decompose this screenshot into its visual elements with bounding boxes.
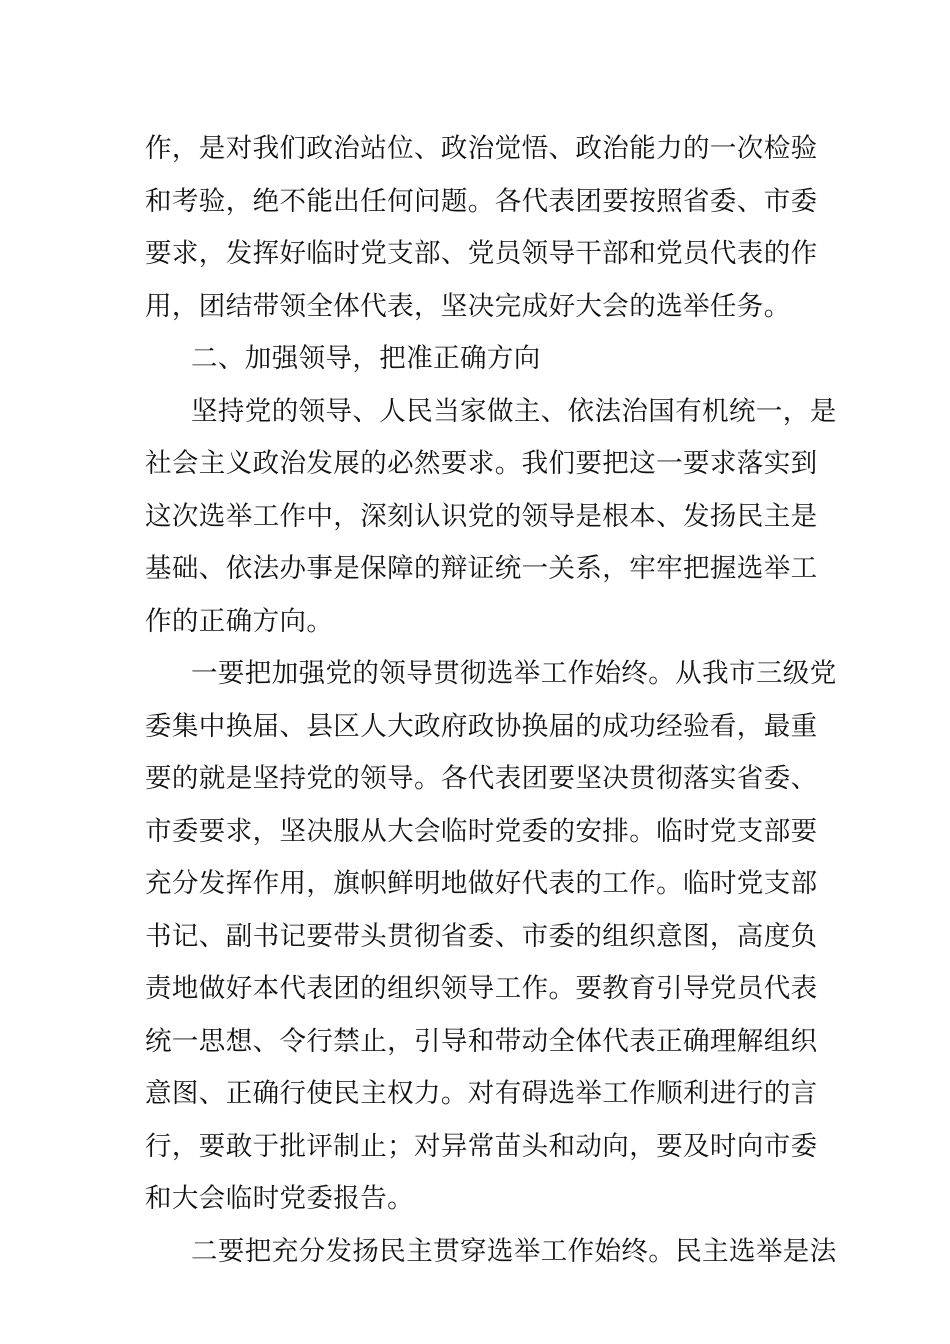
text-line: 基础、依法办事是保障的辩证统一关系，牢牢把握选举工 bbox=[145, 553, 818, 584]
text-line: 书记、副书记要带头贯彻省委、市委的组织意图，高度负 bbox=[145, 920, 818, 952]
text-line: 二要把充分发扬民主贯穿选举工作始终。民主选举是法 bbox=[191, 1235, 837, 1267]
document-body bbox=[145, 123, 837, 1278]
text-line: 责地做好本代表团的组织领导工作。要教育引导党员代表 bbox=[145, 973, 818, 1004]
text-line: 行，要敢于批评制止；对异常苗头和动向，要及时向市委 bbox=[145, 1130, 818, 1162]
text-line: 和考验，绝不能出任何问题。各代表团要按照省委、市委 bbox=[145, 185, 818, 217]
text-line: 这次选举工作中，深刻认识党的领导是根本、发扬民主是 bbox=[145, 500, 818, 532]
text-line: 作的正确方向。 bbox=[145, 605, 334, 637]
text-line: 意图、正确行使民主权力。对有碍选举工作顺利进行的言 bbox=[145, 1078, 818, 1109]
text-line: 充分发挥作用，旗帜鲜明地做好代表的工作。临时党支部 bbox=[145, 868, 818, 899]
text-line: 要求，发挥好临时党支部、党员领导干部和党员代表的作 bbox=[145, 238, 818, 269]
text-line: 社会主义政治发展的必然要求。我们要把这一要求落实到 bbox=[145, 448, 818, 479]
text-line: 一要把加强党的领导贯彻选举工作始终。从我市三级党 bbox=[191, 658, 837, 689]
text-line: 坚持党的领导、人民当家做主、依法治国有机统一，是 bbox=[191, 395, 837, 427]
text-line: 作，是对我们政治站位、政治觉悟、政治能力的一次检验 bbox=[145, 133, 818, 164]
text-line: 用，团结带领全体代表，坚决完成好大会的选举任务。 bbox=[145, 290, 791, 322]
text-line: 委集中换届、县区人大政府政协换届的成功经验看，最重 bbox=[145, 710, 818, 742]
text-line: 要的就是坚持党的领导。各代表团要坚决贯彻落实省委、 bbox=[145, 763, 818, 794]
text-line: 和大会临时党委报告。 bbox=[145, 1183, 414, 1214]
text-line: 统一思想、令行禁止，引导和带动全体代表正确理解组织 bbox=[145, 1025, 818, 1057]
text-line: 市委要求，坚决服从大会临时党委的安排。临时党支部要 bbox=[145, 815, 818, 847]
section-heading: 二、加强领导，把准正确方向 bbox=[191, 343, 541, 374]
